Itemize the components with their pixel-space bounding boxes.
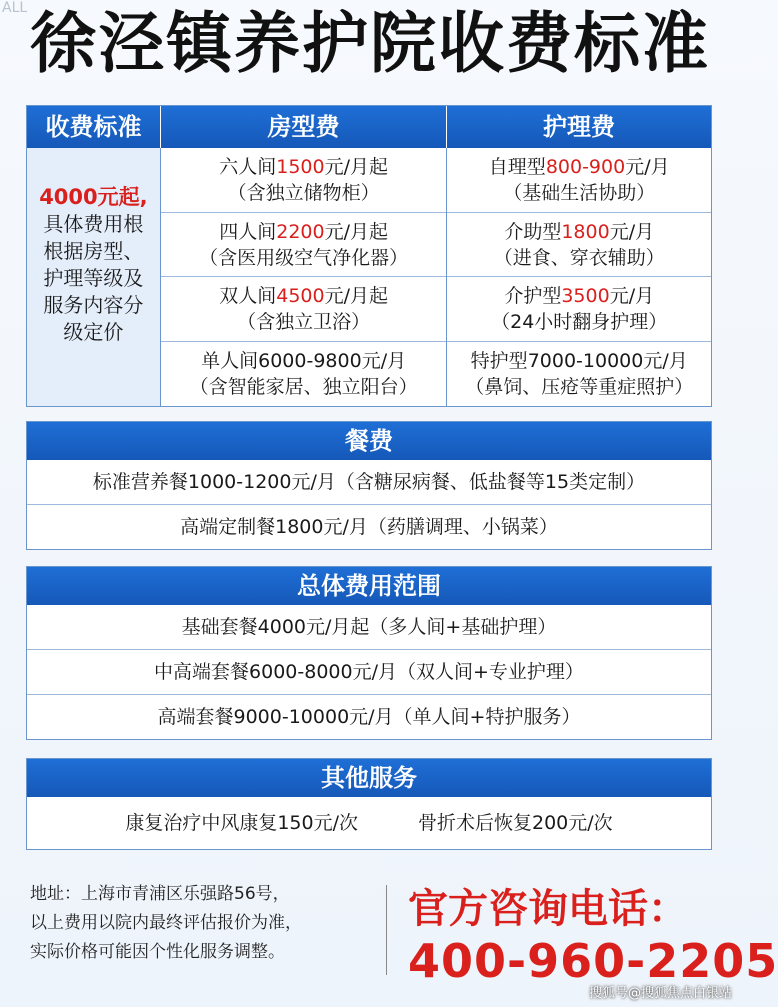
care-cell <box>447 213 711 278</box>
footer-divider <box>386 885 387 975</box>
room-fee-column <box>161 148 448 406</box>
meal-section <box>26 421 712 550</box>
room-type: 双人间 <box>219 285 277 307</box>
pricing-description: 具体费用根根据房型、护理等级及服务内容分级定价 <box>43 212 144 344</box>
care-type: 介助型 <box>504 220 562 243</box>
room-type: 六人间 <box>219 156 277 178</box>
phone-number[interactable]: 400-960-2205 <box>408 934 778 988</box>
meal-row: 高端定制餐1800元/月（药膳调理、小锅菜） <box>27 504 711 549</box>
care-price: 1800 <box>561 220 610 243</box>
bottom-watermark: 搜狐号@搜狐焦点白银站 <box>588 986 732 1001</box>
note-line: 实际价格可能因个性化服务调整。 <box>30 942 285 962</box>
care-cell <box>447 277 711 342</box>
care-fee-column <box>447 148 711 406</box>
room-price-line <box>161 348 447 374</box>
room-note: （含独立储物柜） <box>227 182 380 204</box>
top-watermark: ALL <box>2 0 28 16</box>
fee-standard-summary <box>27 148 161 406</box>
care-unit: 元/月 <box>609 285 655 307</box>
room-unit: 元/月起 <box>324 156 388 178</box>
room-price: 4500 <box>276 285 325 307</box>
room-price-line <box>161 283 447 309</box>
package-row: 高端套餐9000-10000元/月（单人间+特护服务） <box>27 694 711 739</box>
package-row: 中高端套餐6000-8000元/月（双人间+专业护理） <box>27 649 711 694</box>
room-price: 2200 <box>276 220 325 243</box>
room-unit: 元/月起 <box>324 285 388 307</box>
room-note: （含独立卫浴） <box>237 311 371 333</box>
fee-table <box>26 105 712 407</box>
note-line: 以上费用以院内最终评估报价为准， <box>30 913 302 933</box>
care-price: 3500 <box>561 285 610 307</box>
room-note: （含医用级空气净化器） <box>199 246 409 269</box>
care-note: （基础生活协助） <box>503 182 656 204</box>
room-note: （含智能家居、独立阳台） <box>189 375 418 398</box>
footer-address-notes <box>30 880 380 967</box>
other-services-row <box>27 797 711 849</box>
room-type: 单人间 <box>201 349 259 372</box>
care-unit: 元/月 <box>643 349 688 372</box>
room-price-line <box>161 154 447 180</box>
room-unit: 元/月起 <box>324 220 388 243</box>
header-care-fee: 护理费 <box>543 113 615 141</box>
header-room-fee: 房型费 <box>161 106 447 148</box>
care-price-line <box>447 154 711 180</box>
room-unit: 元/月 <box>361 349 407 372</box>
other-services-section <box>26 758 712 850</box>
care-note: （鼻饲、压疮等重症照护） <box>465 375 694 398</box>
header-fee-standard: 收费标准 <box>27 106 161 148</box>
room-price-line <box>161 219 447 245</box>
total-cost-section <box>26 566 712 740</box>
phone-label: 官方咨询电话： <box>408 886 688 932</box>
starting-price: 4000元起, <box>39 185 148 209</box>
service-item: 骨折术后恢复200元/次 <box>418 812 613 834</box>
room-price: 6000-9800 <box>258 349 362 372</box>
care-note: （24小时翻身护理） <box>491 311 668 333</box>
room-cell <box>161 213 447 278</box>
room-cell <box>161 148 447 213</box>
address-line: 地址：上海市青浦区乐强路56号， <box>30 884 290 904</box>
care-type: 介护型 <box>504 285 562 307</box>
room-price: 1500 <box>276 156 325 178</box>
care-price-line <box>447 348 711 374</box>
room-type: 四人间 <box>219 220 277 243</box>
meal-row: 标准营养餐1000-1200元/月（含糖尿病餐、低盐餐等15类定制） <box>92 471 646 493</box>
care-note: （进食、穿衣辅助） <box>493 246 665 269</box>
care-type: 特护型 <box>470 349 528 372</box>
care-cell <box>447 148 711 213</box>
care-type: 自理型 <box>488 156 546 178</box>
fee-table-header <box>27 106 711 148</box>
care-unit: 元/月 <box>609 220 655 243</box>
care-price-line <box>447 283 711 309</box>
meal-header: 餐费 <box>27 422 711 460</box>
room-cell <box>161 277 447 342</box>
package-row: 基础套餐4000元/月起（多人间+基础护理） <box>181 616 557 638</box>
care-unit: 元/月 <box>625 156 670 178</box>
service-item: 康复治疗中风康复150元/次 <box>125 812 358 834</box>
care-price: 800-900 <box>545 156 626 178</box>
page-title: 徐泾镇养护院收费标准 <box>30 5 710 82</box>
total-cost-header: 总体费用范围 <box>27 567 711 605</box>
other-services-header: 其他服务 <box>27 759 711 797</box>
care-price-line <box>447 219 711 245</box>
care-cell <box>447 342 711 407</box>
room-cell <box>161 342 447 407</box>
care-price: 7000-10000 <box>527 349 644 372</box>
